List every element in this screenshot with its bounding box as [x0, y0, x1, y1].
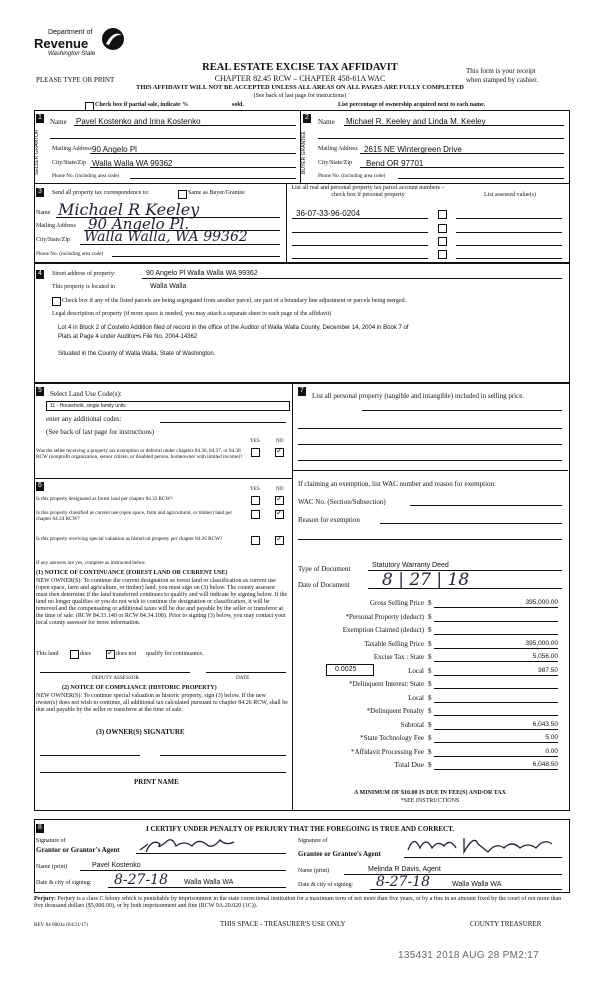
sec3-mailing[interactable]: 90 Angelo Pl. [88, 215, 190, 233]
doc-type-label: Type of Document [298, 565, 351, 573]
section-3-number: 3 [36, 188, 44, 197]
assessed-header: List assessed value(s) [484, 192, 536, 198]
perjury-notice [34, 896, 568, 910]
grantee-signature[interactable] [404, 832, 564, 856]
tax-row-label: *Delinquent Interest: State [348, 680, 424, 688]
buyer-side-label: BUYER GRANTEE [301, 131, 307, 174]
tax-row-label: Excise Tax : State [373, 653, 424, 661]
local-rate-box[interactable] [326, 664, 374, 676]
tax-row-dollar: $ [428, 599, 432, 607]
sec6-q1: Is this property designated as forest land per chapter 84.33 RCW? [36, 496, 173, 502]
section-6-number: 6 [36, 482, 44, 491]
tax-row-value[interactable] [434, 706, 558, 716]
if-yes-note: If any answers are yes, complete as instructed below. [36, 560, 147, 566]
reason-label: Reason for exemption [298, 516, 360, 524]
tax-row-label: Exemption Claimed (deduct) [342, 626, 424, 634]
tax-row [294, 637, 566, 651]
same-as-buyer-label: Same as Buyer/Grantee [188, 190, 245, 196]
section-4-number: 4 [36, 270, 44, 279]
same-as-buyer-checkbox[interactable] [178, 190, 187, 199]
tax-row-value[interactable] [434, 693, 558, 703]
sec3-name[interactable]: Michael R Keeley [58, 200, 200, 219]
sec6-q3-yes[interactable] [251, 536, 260, 545]
tax-row [294, 718, 566, 732]
tax-row-value[interactable]: 395,000.00 [434, 639, 558, 649]
local-rate-value: 0.0025 [335, 666, 357, 673]
tax-row [294, 650, 566, 664]
buyer-mailing-label: Mailing Address [318, 146, 358, 152]
tax-row-dollar: $ [428, 612, 432, 621]
tax-row-dollar: $ [428, 680, 432, 688]
tax-row [294, 704, 566, 718]
land-use-select-label: Select Land Use Code(s): [50, 390, 122, 398]
county-treasurer: COUNTY TREASURER [470, 920, 542, 928]
tax-row [294, 691, 566, 705]
sec6-q2-yes[interactable] [251, 510, 260, 519]
tax-row-value[interactable] [434, 679, 558, 689]
qualify-label: qualify for continuance. [146, 651, 204, 657]
section-8-number: 8 [36, 824, 44, 833]
grantor-sig-label-a: Signature of [36, 838, 66, 844]
personal-property-label: List all personal property (tangible and intangible) included in selling price. [312, 392, 525, 400]
tax-row [294, 731, 566, 745]
tax-row-label: Total Due [394, 760, 424, 769]
doc-date-value[interactable]: 8 | 27 | 18 [382, 570, 470, 590]
sec6-no: NO [276, 486, 284, 492]
sec3-phone-label: Phone No. (including area code) [36, 251, 104, 257]
cashier-stamp: 135431 2018 AUG 28 PM2:17 [398, 950, 539, 961]
land-use-field[interactable] [46, 401, 290, 411]
form-title: REAL ESTATE EXCISE TAX AFFIDAVIT [202, 62, 398, 73]
tax-row-value[interactable] [434, 625, 558, 635]
tax-row [294, 596, 566, 610]
seller-side-label: SELLER GRANTOR [34, 129, 40, 176]
sec3-city[interactable]: Walla Walla, WA 99362 [84, 229, 248, 245]
sec5-yes-checkbox[interactable] [251, 448, 260, 457]
sec6-q3-no[interactable] [275, 536, 284, 545]
segregated-note: Check box if any of the listed parcels are being segregated from another parcel, are part of a boundary line adjustment or parcels being merged. [62, 298, 407, 304]
tax-row-value[interactable]: 987.50 [434, 666, 558, 676]
treasurer-space: THIS SPACE - TREASURER'S USE ONLY [220, 920, 346, 928]
parcel-header: List all real and personal property tax parcel account numbers – check box if personal property [291, 185, 445, 198]
tax-row-value[interactable]: 0.00 [434, 747, 558, 757]
grantee-name[interactable]: Melinda R Davis, Agent [368, 866, 441, 873]
certify-statement: I CERTIFY UNDER PENALTY OF PERJURY THAT THE FOREGOING IS TRUE AND CORRECT. [145, 825, 454, 833]
deputy-date-label: DATE [236, 675, 250, 681]
see-instructions: *SEE INSTRUCTIONS [400, 798, 460, 804]
form-warning: THIS AFFIDAVIT WILL NOT BE ACCEPTED UNLESS ALL AREAS ON ALL PAGES ARE FULLY COMPLETED [136, 84, 464, 91]
agency-line2: Revenue [34, 36, 89, 51]
partial-sale-label: Check box if partial sale, indicate % [95, 102, 189, 108]
owner-signature-label: (3) OWNER(S) SIGNATURE [96, 728, 185, 736]
logo-swoosh-icon [100, 26, 126, 52]
buyer-name-label: Name [318, 118, 335, 126]
sec3-name-label: Name [36, 210, 51, 216]
this-land-label: This land [36, 651, 59, 657]
street-label: Street address of property: [52, 271, 116, 277]
grantor-city[interactable]: Walla Walla WA [184, 879, 234, 886]
segregated-checkbox[interactable] [52, 297, 61, 306]
print-name-label: PRINT NAME [134, 778, 179, 786]
tax-row-value[interactable] [434, 612, 558, 622]
grantee-sig-label-a: Signature of [298, 838, 328, 844]
land-does-not-checkbox[interactable] [106, 650, 115, 659]
grantor-name-label: Name (print) [36, 864, 68, 870]
form-chapter: CHAPTER 82.45 RCW – CHAPTER 458-61A WAC [214, 74, 386, 83]
seller-city-label: City/State/Zip [52, 160, 86, 166]
buyer-city[interactable]: Bend OR 97701 [366, 159, 424, 168]
section-1-number: 1 [36, 114, 44, 123]
sec3-mailing-label: Mailing Address [36, 223, 76, 229]
send-correspondence-label: Send all property tax correspondence to: [52, 190, 150, 196]
agency-line1: Department of [48, 29, 93, 36]
partial-sold-label: sold. [232, 102, 244, 108]
land-does-label: does [80, 651, 91, 657]
located-label: This property is located in [52, 284, 115, 290]
tax-row-label: Local [408, 693, 424, 702]
sec6-q1-yes[interactable] [251, 496, 260, 505]
tax-row-dollar: $ [428, 747, 432, 756]
grantee-sig-label: Grantee or Grantee's Agent [298, 850, 381, 858]
grantor-name[interactable]: Pavel Kostenko [92, 862, 141, 869]
tax-row-value[interactable]: 6,048.50 [434, 760, 558, 770]
tax-row-dollar: $ [428, 707, 432, 715]
land-use-value: 11 - Household, single family units [50, 403, 126, 409]
tax-row [294, 610, 566, 624]
buyer-mailing[interactable]: 2615 NE Wintergreen Drive [364, 145, 462, 154]
ownership-note: List percentage of ownership acquired next to each name. [338, 102, 486, 108]
legal-line-3[interactable]: Situated in the County of Walla Walla, State of Washington. [58, 351, 216, 357]
grantor-sig-label: Grantor or Grantor's Agent [36, 846, 120, 854]
tax-row [294, 623, 566, 637]
tax-row-label: *Delinquent Penalty [366, 707, 424, 715]
tax-row-value[interactable]: 395,000.00 [434, 598, 558, 608]
minimum-note: A MINIMUM OF $10.00 IS DUE IN FEE(S) AND/OR TAX [354, 790, 506, 796]
sec6-q1-no[interactable] [275, 496, 284, 505]
legal-line-2[interactable]: Plats at Page 4 under Auditor•s File No. 2004-14362 [58, 334, 198, 340]
revenue-logo [34, 26, 129, 66]
seller-mailing-label: Mailing Address [52, 146, 92, 152]
tax-row [294, 745, 566, 759]
tax-row-label: Gross Selling Price [369, 599, 424, 607]
grantee-date[interactable]: 8-27-18 [376, 874, 430, 890]
tax-row-value[interactable]: 5,056.00 [434, 652, 558, 662]
tax-row-label: *Affidavit Processing Fee [351, 747, 424, 756]
section-7-number: 7 [298, 387, 306, 396]
notice1-title: (1) NOTICE OF CONTINUANCE (FOREST LAND OR CURRENT USE) [36, 570, 228, 576]
buyer-phone-label: Phone No. (including area code) [318, 173, 386, 179]
rev-number: REV 84 0001a (04/21/17) [34, 922, 88, 928]
doc-type-value[interactable]: Statutory Warranty Deed [372, 562, 449, 569]
additional-codes-label: enter any additional codes: [46, 415, 122, 423]
sec5-no-checkbox[interactable] [275, 448, 284, 457]
sec5-yes: YES [250, 438, 260, 444]
tax-row [294, 677, 566, 691]
grantor-signature[interactable] [136, 834, 286, 854]
seller-mailing[interactable]: 90 Angelo Pl [92, 145, 137, 154]
parcel-personal-checkbox-4[interactable] [438, 250, 447, 259]
street-address[interactable]: 90 Angelo Pl Walla Walla WA 99362 [146, 270, 258, 277]
seller-name[interactable]: Pavel Kostenko and Irina Kostenko [76, 117, 201, 126]
land-does-not-label: does not [116, 651, 137, 657]
legal-label: Legal description of property (if more space is needed, you may attach a separate sheet to each page of the affidavit) [52, 311, 332, 317]
legal-line-1[interactable]: Lot 4 in Block 2 of Costello Addition filed of record in the office of the Auditor of Walla Walla County, December 14, 2004 in Book 7 of [58, 325, 409, 331]
tax-row-label: *Personal Property (deduct) [345, 612, 424, 621]
parcel-personal-checkbox-1[interactable] [438, 210, 447, 219]
tax-row-dollar: $ [428, 666, 432, 675]
tax-row-dollar: $ [428, 734, 432, 742]
parcel-personal-checkbox-3[interactable] [438, 237, 447, 246]
sec5-no: NO [276, 438, 284, 444]
agency-line3: Washington State [48, 51, 96, 57]
sec6-q3: Is this property receiving special valuation as historical property per chapter 84.26 RCW? [36, 536, 223, 542]
tax-table [294, 596, 566, 796]
section-4 [34, 263, 570, 383]
seller-name-label: Name [50, 118, 67, 126]
tax-row-dollar: $ [428, 653, 432, 661]
perjury-text: Perjury is a class C felony which is punishable by imprisonment in the state correctional institution for a maximum term of not more than five years, or by a fine in an amount fixed by the court of not more than five thousand dollars ($5,000.00), or by both imprisonment and fine (RCW 9A.20.020 (1C)). [34, 896, 562, 909]
tax-row-dollar: $ [428, 639, 432, 648]
sec6-q2-no[interactable] [275, 510, 284, 519]
sec3-city-label: City/State/Zip [36, 237, 70, 243]
grantee-name-label: Name (print) [298, 868, 330, 874]
notice2-title: (2) NOTICE OF COMPLIANCE (HISTORIC PROPERTY) [62, 685, 217, 691]
parcel-number[interactable]: 36-07-33-96-0204 [296, 209, 361, 218]
wac-label: WAC No. (Section/Subsection) [298, 498, 386, 506]
sec5-see-back: (See back of last page for instructions) [46, 428, 155, 436]
tax-row-label: *State Technology Fee [360, 734, 424, 742]
seller-city[interactable]: Walla Walla WA 99362 [92, 159, 173, 168]
grantee-city[interactable]: Walla Walla WA [452, 881, 502, 888]
located-value[interactable]: Walla Walla [150, 283, 187, 290]
tax-row-dollar: $ [428, 761, 432, 769]
notice1-text: NEW OWNER(S): To continue the current designation as forest land or classification as current use (open space, farm and agriculture, or timber) land, you must sign on (3) below. The county assessor must then determine if the land transferred continues to qualify and will indicate by signing below. If the land no longer qualifies or you do not wish to continue the designation or classification, it will be removed and the compensating or additional taxes will be due and payable by the seller or transferor at the time of sale. (RCW 84.33.140 or RCW 84.34.108). Prior to signing (3) below, you may contact your local county assessor for more information. [36, 578, 288, 626]
tax-row-label: Taxable Selling Price [364, 639, 424, 648]
buyer-name[interactable]: Michael R. Keeley and Linda M. Keeley [346, 117, 486, 126]
receipt-note-1: This form is your receipt [466, 67, 536, 75]
perjury-bold: Perjury: [34, 896, 56, 902]
see-back-note: (See back of last page for instructions) [253, 93, 347, 99]
tax-row-label: Subtotal [400, 720, 424, 729]
tax-row [294, 758, 566, 772]
section-2-number: 2 [303, 114, 311, 123]
seller-phone-label: Phone No. (including area code) [52, 173, 120, 179]
tax-row-value[interactable]: 6,043.50 [434, 720, 558, 730]
grantee-date-label: Date & city of signing: [298, 882, 354, 888]
tax-row-dollar: $ [428, 693, 432, 702]
buyer-city-label: City/State/Zip [318, 160, 352, 166]
tax-row-dollar: $ [428, 720, 432, 729]
land-does-checkbox[interactable] [70, 650, 79, 659]
sec6-yes: YES [250, 486, 260, 492]
parcel-personal-checkbox-2[interactable] [438, 224, 447, 233]
receipt-note-2: when stamped by cashier. [466, 76, 538, 84]
deputy-assessor-label: DEPUTY ASSESSOR [92, 675, 139, 681]
tax-row-label: Local [408, 666, 424, 675]
sec6-q2: Is this property classified as current use (open space, farm and agricultural, or timber) land per chapter 84.34 RCW? [36, 510, 233, 522]
section-5-number: 5 [36, 387, 44, 396]
tax-row-dollar: $ [428, 626, 432, 634]
exemption-label: If claiming an exemption, list WAC number and reason for exemption: [298, 480, 496, 488]
notice2-text: NEW OWNER(S): To continue special valuation as historic property, sign (3) below. If the new owner(s) does not wish to continue, all additional tax calculated pursuant to chapter 84.26 RCW, shall be due and payable by the seller or transferor at the time of sale. [36, 693, 288, 713]
tax-row-value[interactable]: 5.00 [434, 733, 558, 743]
doc-date-label: Date of Document [298, 581, 350, 589]
please-type: PLEASE TYPE OR PRINT [36, 76, 115, 84]
grantor-date-label: Date & city of signing: [36, 880, 92, 886]
grantor-date[interactable]: 8-27-18 [114, 872, 168, 888]
sec5-question: Was the seller receiving a property tax exemption or deferral under chapters 84.36, 84.37, or 84.38 RCW (nonprofit organization, senior citizen, or disabled person, homeowner with limited income)? [36, 448, 243, 460]
